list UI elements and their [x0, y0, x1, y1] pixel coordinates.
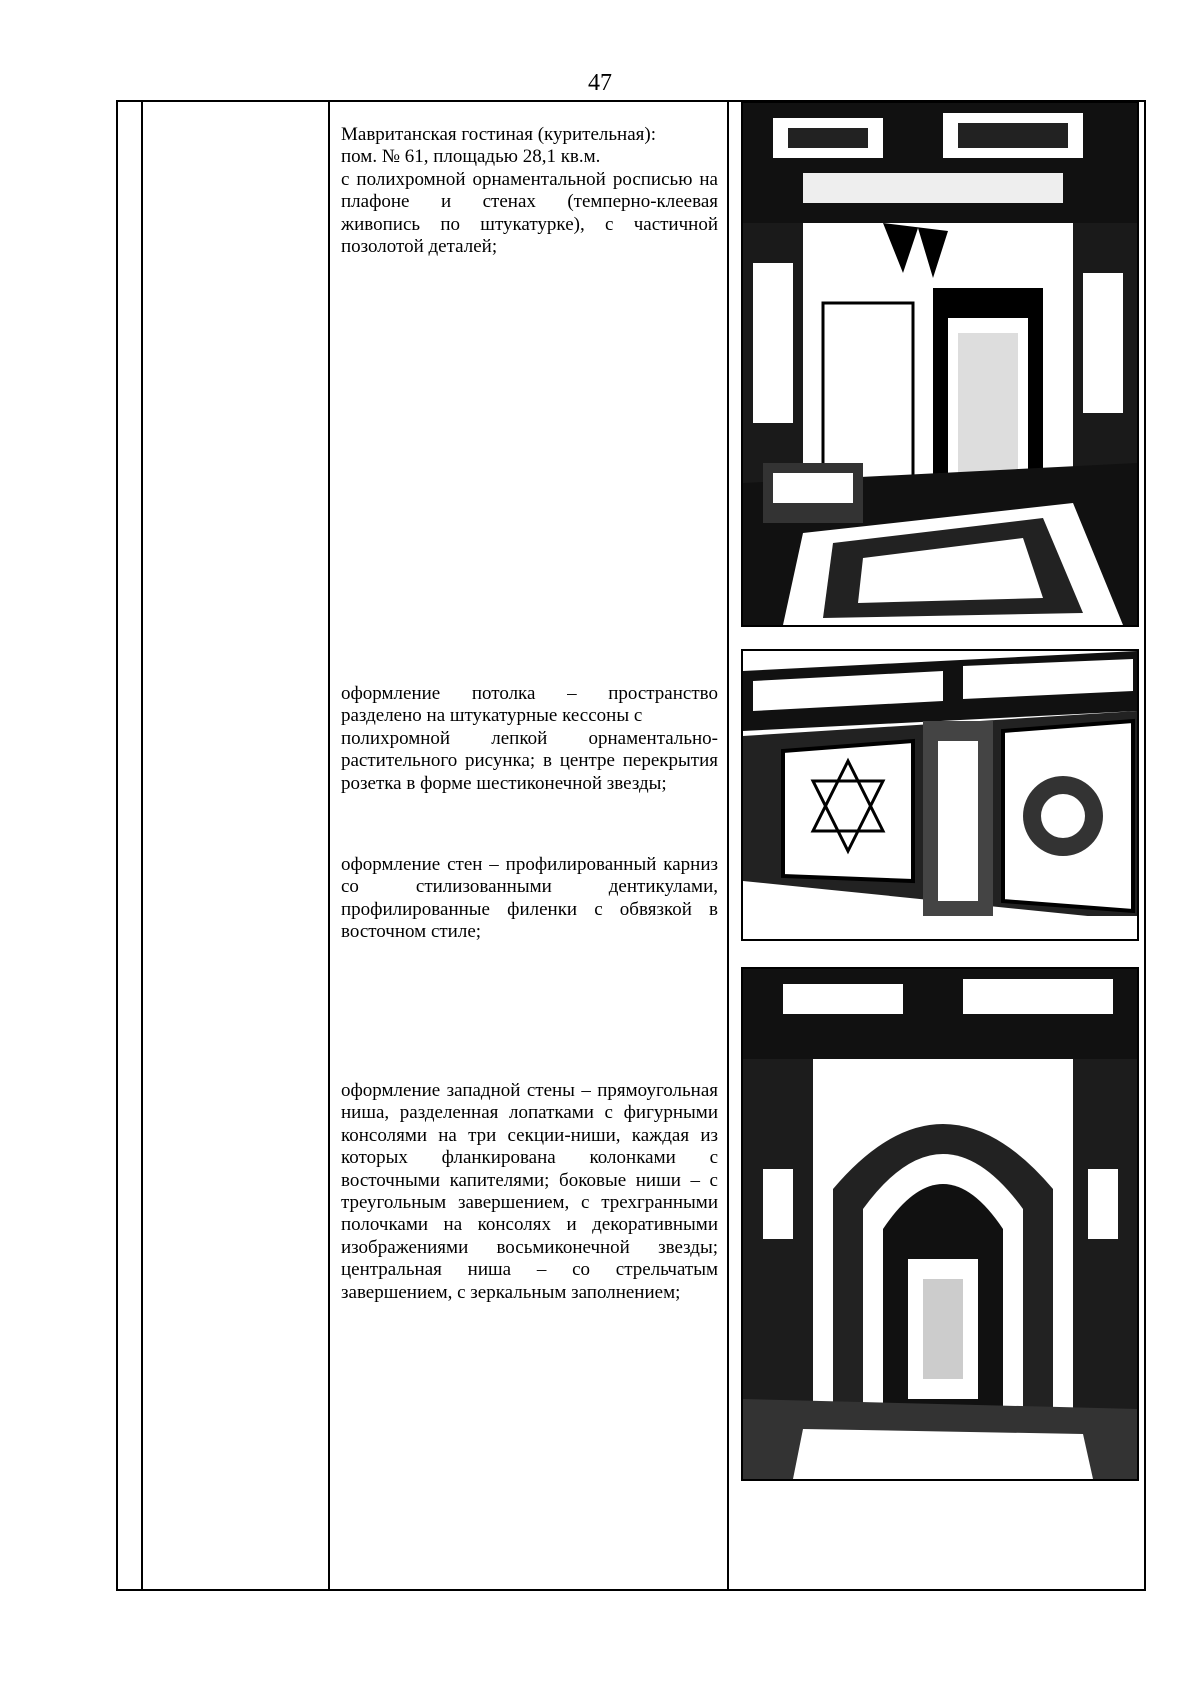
ceiling-image	[743, 651, 1137, 939]
ceiling-line-3: полихромной лепкой орнаментально-растительного рисунка; в центре перекрытия розетка в форме шестиконечной звезды;	[341, 727, 718, 794]
photo-ceiling	[741, 649, 1139, 941]
walls-description	[341, 854, 718, 944]
column-divider-1	[141, 100, 143, 1589]
description-table	[116, 100, 1146, 1591]
ceiling-line-2: разделено на штукатурные кессоны с	[341, 705, 643, 727]
photo-west-wall-niche	[741, 967, 1139, 1481]
ceiling-line-1: оформление потолка – пространство	[341, 683, 718, 704]
west-wall-description	[341, 1080, 718, 1304]
room-interior-image	[743, 103, 1137, 625]
ceiling-description	[341, 683, 718, 795]
column-divider-3	[727, 100, 729, 1589]
room-painting-description: с полихромной орнаментальной росписью на плафоне и стенах (темперно-клеевая живопись по штукатурке), с частичной позолотой деталей;	[341, 168, 718, 258]
walls-text: оформление стен – профилированный карниз со стилизованными дентикулами, профилированные филенки с обвязкой в восточном стиле;	[341, 854, 718, 943]
west-wall-niche-image	[743, 969, 1137, 1479]
column-divider-2	[328, 100, 330, 1589]
west-wall-text: оформление западной стены – прямоугольная ниша, разделенная лопатками с фигурными консолями на три секции-ниши, каждая из которых фланкирована колонками с восточными капителями; боковые ниши – с треугольным завершением, с трехгранными полочками на консолях и декоративными изображениями восьмиконечной звезды; центральная ниша – со стрельчатым завершением, с зеркальным заполнением;	[341, 1080, 718, 1303]
room-number-area: пом. № 61, площадью 28,1 кв.м.	[341, 146, 601, 168]
room-description	[341, 124, 718, 258]
room-title: Мавританская гостиная (курительная):	[341, 124, 656, 145]
page-number: 47	[588, 70, 612, 96]
photo-room-interior	[741, 101, 1139, 627]
